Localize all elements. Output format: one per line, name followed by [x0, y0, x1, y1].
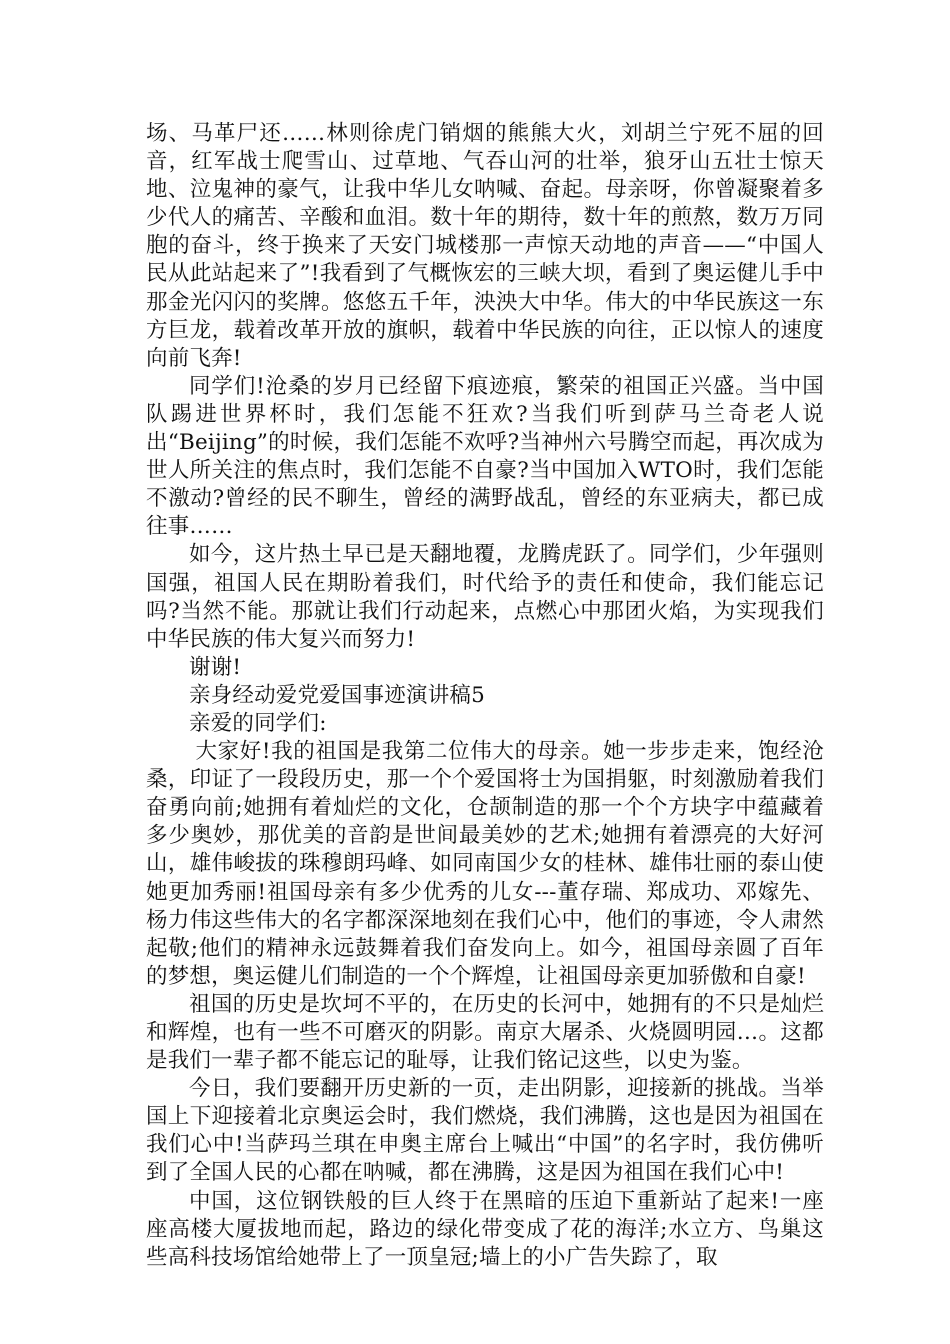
paragraph-6: 今日，我们要翻开历史新的一页，走出阴影，迎接新的挑战。当举国上下迎接着北京奥运会时，我们燃烧，我们沸腾，这也是因为祖国在我们心中!当萨玛兰琪在申奥主席台上喊出“中国”的名字时，我仿佛听到了全国人民的心都在呐喊，都在沸腾，这是因为祖国在我们心中!: [146, 1076, 824, 1186]
paragraph-3: 如今，这片热土早已是天翻地覆，龙腾虎跃了。同学们，少年强则国强，祖国人民在期盼着我们，时代给予的责任和使命，我们能忘记吗?当然不能。那就让我们行动起来，点燃心中那团火焰，为实现我们中华民族的伟大复兴而努力!: [146, 542, 824, 652]
paragraph-7: 中国，这位钢铁般的巨人终于在黑暗的压迫下重新站了起来!一座座高楼大厦拔地而起，路边的绿化带变成了花的海洋;水立方、鸟巢这些高科技场馆给她带上了一顶皇冠;墙上的小广告失踪了，取: [146, 1188, 824, 1270]
speech-title: 亲身经动爱党爱国事迹演讲稿5: [189, 682, 485, 708]
paragraph-2: 同学们!沧桑的岁月已经留下痕迹痕，繁荣的祖国正兴盛。当中国队踢进世界杯时，我们怎能不狂欢?当我们听到萨马兰奇老人说出“Beijing”的时候，我们怎能不欢呼?当神州六号腾空而起，再次成为世人所关注的焦点时，我们怎能不自豪?当中国加入WTO时，我们怎能不激动?曾经的民不聊生，曾经的满野战乱，曾经的东亚病夫，都已成往事……: [146, 373, 824, 540]
paragraph-4: 大家好!我的祖国是我第二位伟大的母亲。她一步步走来，饱经沧桑，印证了一段段历史，那一个个爱国将士为国捐躯，时刻激励着我们奋勇向前;她拥有着灿烂的文化，仓颉制造的那一个个方块字中蕴藏着多少奥妙，那优美的音韵是世间最美妙的艺术;她拥有着漂亮的大好河山，雄伟峻拔的珠穆朗玛峰、如同南国少女的桂林、雄伟壮丽的泰山使她更加秀丽!祖国母亲有多少优秀的儿女---董存瑞、郑成功、邓嫁先、杨力伟这些伟大的名字都深深地刻在我们心中，他们的事迹，令人肃然起敬;他们的精神永远鼓舞着我们奋发向上。如今，祖国母亲圆了百年的梦想，奥运健儿们制造的一个个辉煌，让祖国母亲更加骄傲和自豪!: [146, 739, 824, 989]
paragraph-thanks: 谢谢!: [189, 654, 242, 680]
paragraph-5: 祖国的历史是坎坷不平的，在历史的长河中，她拥有的不只是灿烂和辉煌，也有一些不可磨灭的阴影。南京大屠杀、火烧圆明园…。这都是我们一辈子都不能忘记的耻辱，让我们铭记这些，以史为鉴。: [146, 991, 824, 1074]
paragraph-1: 场、马革尸还……林则徐虎门销烟的熊熊大火，刘胡兰宁死不屈的回音，红军战士爬雪山、过草地、气吞山河的壮举，狼牙山五壮士惊天地、泣鬼神的豪气，让我中华儿女呐喊、奋起。母亲呀，你曾凝聚着多少代人的痛苦、辛酸和血泪。数十年的期待，数十年的煎熬，数万万同胞的奋斗，终于换来了天安门城楼那一声惊天动地的声音——“中国人民从此站起来了”!我看到了气概恢宏的三峡大坝，看到了奥运健儿手中那金光闪闪的奖牌。悠悠五千年，泱泱大中华。伟大的中华民族这一东方巨龙，载着改革开放的旗帜，载着中华民族的向往，正以惊人的速度向前飞奔!: [146, 121, 824, 371]
document-body: [146, 120, 824, 1272]
salutation: 亲爱的同学们:: [189, 710, 327, 736]
